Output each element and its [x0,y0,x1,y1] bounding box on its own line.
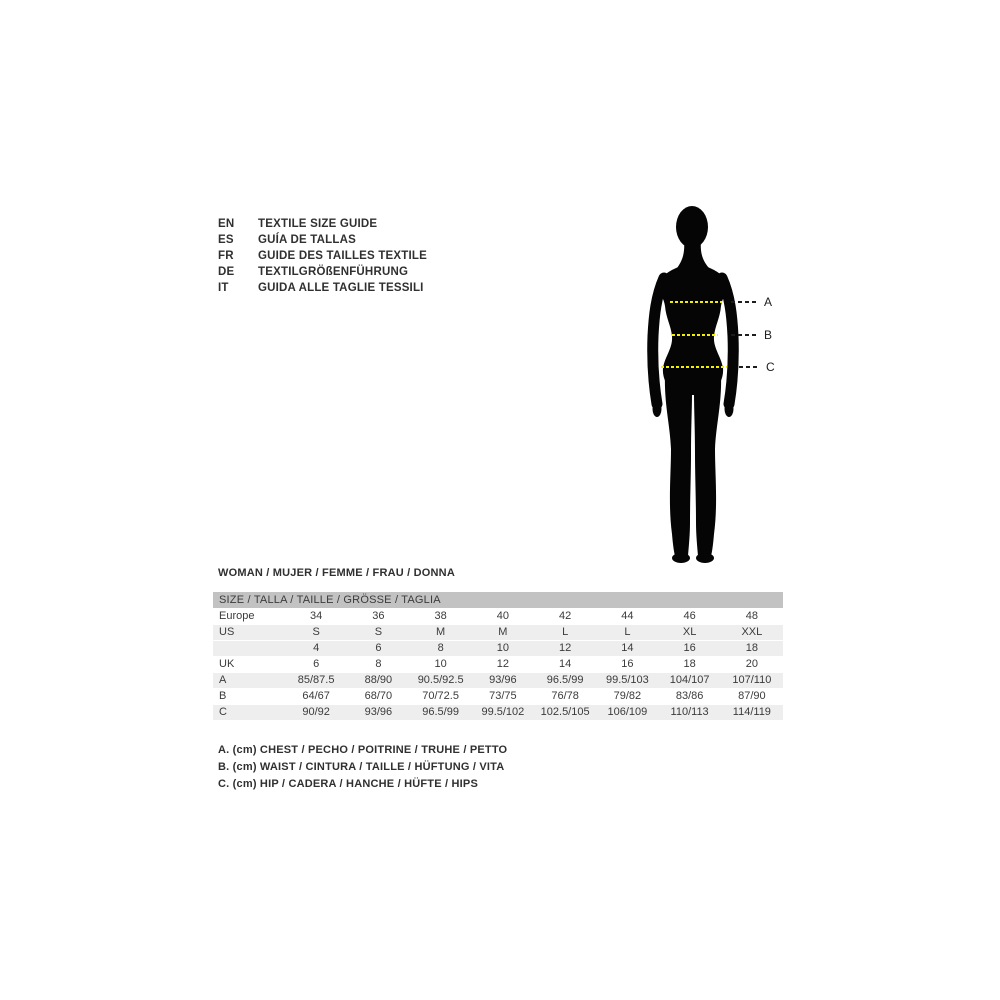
yellow-dash-line [670,301,722,303]
size-cell: 34 [285,609,347,625]
size-cell: 16 [659,641,721,657]
size-cell: 87/90 [721,689,783,705]
size-cell: 44 [596,609,658,625]
size-cell: 114/119 [721,705,783,721]
language-code: FR [218,250,234,262]
measure-line-waist [672,327,772,343]
size-cell: 42 [534,609,596,625]
table-title: WOMAN / MUJER / FEMME / FRAU / DONNA [218,567,455,579]
table-row-uk [213,657,783,673]
size-cell: 85/87.5 [285,673,347,689]
measurement-notes [218,742,507,793]
table-row-us [213,625,783,641]
size-cell: 4 [285,641,347,657]
note-line: B. (cm) WAIST / CINTURA / TAILLE / HÜFTUNG / VITA [218,761,505,773]
size-cell: M [410,625,472,641]
measure-label-b: B [764,328,773,342]
size-cell: 8 [410,641,472,657]
size-cell: 83/86 [659,689,721,705]
note-line: C. (cm) HIP / CADERA / HANCHE / HÜFTE / HIPS [218,778,478,790]
black-dash-line [731,301,756,303]
size-cell: 12 [472,657,534,673]
yellow-dash-line [661,366,727,368]
language-list [218,216,427,296]
size-cell: 36 [347,609,409,625]
table-row-us-numeric [213,641,783,657]
row-label: US [213,625,285,641]
size-cell: L [596,625,658,641]
language-code: IT [218,282,229,294]
size-cell: M [472,625,534,641]
size-cell: XXL [721,625,783,641]
table-row-b [213,689,783,705]
size-cell: 88/90 [347,673,409,689]
black-dash-line [739,366,758,368]
row-label: UK [213,657,285,673]
size-cell: 14 [596,641,658,657]
language-title: GUIDE DES TAILLES TEXTILE [258,250,427,262]
table-row-a [213,673,783,689]
language-row-en [218,216,427,232]
size-cell: 64/67 [285,689,347,705]
size-cell: 20 [721,657,783,673]
size-cell: 6 [285,657,347,673]
size-cell: 70/72.5 [410,689,472,705]
language-row-it [218,280,427,296]
size-cell: 90.5/92.5 [410,673,472,689]
size-table [213,592,783,721]
size-cell: L [534,625,596,641]
measure-line-chest [670,294,772,310]
size-cell: 110/113 [659,705,721,721]
size-cell: 18 [659,657,721,673]
language-row-fr [218,248,427,264]
size-cell: 48 [721,609,783,625]
size-table-grid [213,609,783,721]
row-label: A [213,673,285,689]
note-line: A. (cm) CHEST / PECHO / POITRINE / TRUHE / PETTO [218,744,508,756]
size-table-body [213,609,783,721]
language-code: ES [218,234,234,246]
language-title: TEXTILGRÖßENFÜHRUNG [258,266,409,278]
size-cell: 73/75 [472,689,534,705]
size-cell: 99.5/103 [596,673,658,689]
size-cell: S [285,625,347,641]
size-table-header: SIZE / TALLA / TAILLE / GRÖSSE / TAGLIA [213,592,783,608]
black-dash-line [731,334,756,336]
size-cell: 18 [721,641,783,657]
size-cell: 46 [659,609,721,625]
language-row-de [218,264,427,280]
size-cell: 68/70 [347,689,409,705]
row-label [213,641,285,657]
size-cell: 104/107 [659,673,721,689]
size-cell: 12 [534,641,596,657]
size-cell: 102.5/105 [534,705,596,721]
language-row-es [218,232,427,248]
measure-line-hip [661,359,775,375]
size-cell: 96.5/99 [534,673,596,689]
woman-silhouette [615,204,765,569]
size-cell: 90/92 [285,705,347,721]
size-cell: 76/78 [534,689,596,705]
size-cell: 38 [410,609,472,625]
row-label: B [213,689,285,705]
language-title: GUIDA ALLE TAGLIE TESSILI [258,282,424,294]
table-row-c [213,705,783,721]
measure-label-a: A [764,295,773,309]
size-cell: 93/96 [472,673,534,689]
table-row-europe [213,609,783,625]
row-label: Europe [213,609,285,625]
size-cell: 40 [472,609,534,625]
size-cell: 10 [410,657,472,673]
size-cell: 99.5/102 [472,705,534,721]
language-code: EN [218,218,235,230]
language-title: TEXTILE SIZE GUIDE [258,218,378,230]
size-cell: 93/96 [347,705,409,721]
yellow-dash-line [672,334,718,336]
size-cell: 14 [534,657,596,673]
size-cell: S [347,625,409,641]
measure-label-c: C [766,360,775,374]
size-cell: 96.5/99 [410,705,472,721]
size-cell: 16 [596,657,658,673]
language-code: DE [218,266,235,278]
size-cell: 6 [347,641,409,657]
size-cell: XL [659,625,721,641]
row-label: C [213,705,285,721]
language-title: GUÍA DE TALLAS [258,234,356,246]
size-cell: 106/109 [596,705,658,721]
size-cell: 8 [347,657,409,673]
size-cell: 107/110 [721,673,783,689]
size-cell: 10 [472,641,534,657]
size-cell: 79/82 [596,689,658,705]
